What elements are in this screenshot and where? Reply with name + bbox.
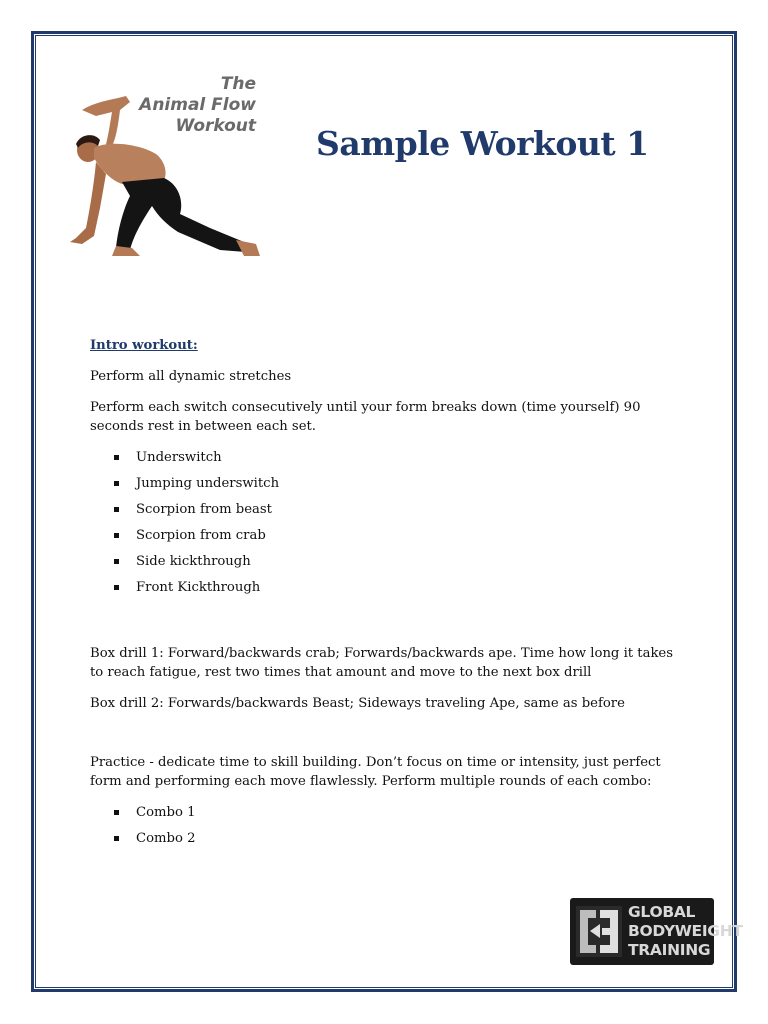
list-item: Combo 1 bbox=[90, 803, 690, 829]
brand-line-3: TRAINING bbox=[628, 941, 711, 959]
combo-list bbox=[90, 803, 690, 855]
workout-content bbox=[90, 336, 690, 867]
list-item: Side kickthrough bbox=[90, 552, 690, 578]
list-item: Combo 2 bbox=[90, 829, 690, 855]
logo-line-1: The bbox=[220, 74, 256, 94]
list-item: Scorpion from beast bbox=[90, 500, 690, 526]
global-bodyweight-training-logo bbox=[570, 898, 743, 965]
list-item: Underswitch bbox=[90, 448, 690, 474]
intro-line-1: Perform all dynamic stretches bbox=[90, 369, 292, 384]
gbt-mark-icon bbox=[574, 904, 624, 959]
brand-line-1: GLOBAL bbox=[628, 903, 696, 921]
practice-text: Practice - dedicate time to skill building. Don’t focus on time or intensity, just perfect form and performing each move flawlessly. Perform multiple rounds of each combo: bbox=[90, 755, 661, 789]
switch-list bbox=[90, 448, 690, 604]
logo-line-2: Animal Flow bbox=[139, 95, 256, 115]
brand-line-2: BODYWEIGHT bbox=[628, 922, 743, 940]
logo-line-3: Workout bbox=[175, 116, 256, 136]
athlete-figure-icon bbox=[60, 88, 265, 258]
intro-heading: Intro workout: bbox=[90, 338, 198, 353]
page-title: Sample Workout 1 bbox=[316, 124, 649, 163]
list-item: Scorpion from crab bbox=[90, 526, 690, 552]
brand-text bbox=[628, 903, 743, 960]
list-item: Front Kickthrough bbox=[90, 578, 690, 604]
list-item: Jumping underswitch bbox=[90, 474, 690, 500]
intro-line-2: Perform each switch consecutively until your form breaks down (time yourself) 90 seconds rest in between each set. bbox=[90, 400, 641, 434]
animal-flow-logo bbox=[60, 48, 265, 258]
box-drill-2: Box drill 2: Forwards/backwards Beast; Sideways traveling Ape, same as before bbox=[90, 696, 625, 711]
box-drill-1: Box drill 1: Forward/backwards crab; Forwards/backwards ape. Time how long it takes to reach fatigue, rest two times that amount and move to the next box drill bbox=[90, 646, 674, 680]
